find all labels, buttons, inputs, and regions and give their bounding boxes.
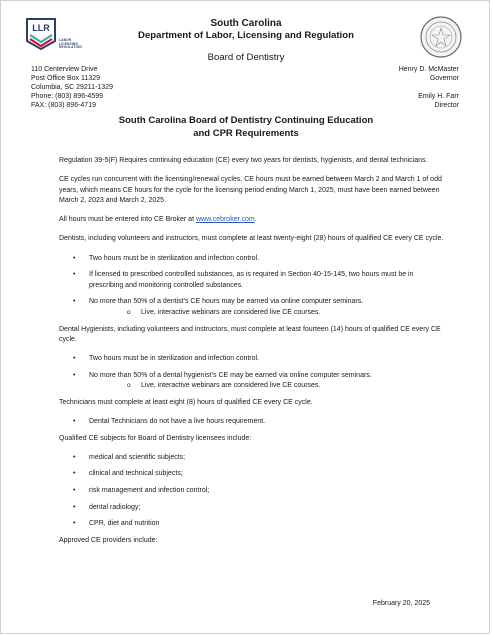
document-body (59, 156, 444, 555)
governor-name: Henry D. McMaster (398, 66, 459, 73)
ce-subjects-list (59, 453, 444, 530)
technician-requirements-list (59, 417, 444, 428)
list-item: • risk management and infection control; (59, 486, 444, 497)
cebroker-link[interactable]: www.cebroker.com (195, 216, 255, 224)
llr-logo-text: LABOR LICENSING REGULATION (59, 38, 82, 50)
address-line: Columbia, SC 29211-1329 (31, 84, 113, 91)
hygienist-requirements-list (59, 354, 444, 392)
governor-title: Governor (429, 75, 459, 82)
director-title: Director (434, 102, 459, 109)
officials-block (399, 65, 459, 110)
address-line: Post Office Box 11329 (31, 75, 101, 82)
list-item: • Two hours must be in sterilization and infection control. (59, 354, 444, 365)
department-name: Department of Labor, Licensing and Regulation (138, 30, 354, 41)
svg-text:LLR: LLR (32, 23, 50, 33)
document-title: South Carolina Board of Dentistry Continuing Education and CPR Requirements (118, 115, 374, 139)
state-name: South Carolina (210, 18, 282, 29)
list-item: • If licensed to prescribed controlled substances, as is required in Section 40-15-145, two hours must be in prescribing and monitoring controlled substances. (59, 270, 444, 291)
list-item: • clinical and technical subjects; (59, 469, 444, 480)
director-name: Emily H. Farr (418, 93, 459, 100)
paragraph-regulation: Regulation 39-5(F) Requires continuing education (CE) every two years for dentists, hygienists, and dental technicians. (59, 157, 428, 164)
sub-list-item: o Live, interactive webinars are considered live CE courses. (59, 381, 444, 392)
letterhead (1, 18, 491, 64)
paragraph-ce-cycles: CE cycles run concurrent with the licensing/renewal cycles. CE hours must be earned between March 2 and March 1 of odd years, which means CE hours for the cycle for the licensing period ending March 1, 2025, must have been earned between March 2, 2023 and March 2, 2025. (59, 176, 442, 205)
paragraph-providers: Approved CE providers include: (59, 536, 158, 544)
list-item: • Dental Technicians do not have a live hours requirement. (59, 417, 444, 428)
phone-number: Phone: (803) 896-4599 (31, 93, 103, 100)
paragraph-hygienists: Dental Hygienists, including volunteers and instructors, must complete at least fourteen (14) hours of qualified CE every CE cycle. (59, 325, 441, 344)
paragraph-ce-broker: All hours must be entered into CE Broker at www.cebroker.com. (59, 216, 257, 224)
fax-number: FAX: (803) 896-4719 (31, 102, 96, 109)
paragraph-technicians: Technicians must complete at least eight (8) hours of qualified CE every CE cycle. (59, 399, 313, 406)
sub-list-item: o Live, interactive webinars are considered live CE courses. (59, 308, 444, 319)
paragraph-subjects: Qualified CE subjects for Board of Dentistry licensees include: (59, 434, 252, 442)
list-item: • No more than 50% of a dentist’s CE hours may be earned via online computer seminars. (59, 297, 444, 308)
paragraph-dentists: Dentists, including volunteers and instructors, must complete at least twenty-eight (28) hours of qualified CE every CE cycle. (59, 235, 444, 243)
list-item: • medical and scientific subjects; (59, 453, 444, 464)
list-item: • Two hours must be in sterilization and infection control. (59, 254, 444, 265)
list-item: • CPR, diet and nutrition (59, 519, 444, 530)
list-item: • dental radiology; (59, 503, 444, 514)
board-name: Board of Dentistry (207, 52, 285, 63)
document-date: February 20, 2025 (372, 600, 430, 607)
dentist-requirements-list (59, 254, 444, 319)
address-line: 110 Centerview Drive (31, 66, 98, 73)
list-item: • No more than 50% of a dental hygienist’s CE may be earned via online computer seminars. (59, 371, 444, 382)
mailing-address (31, 65, 113, 110)
